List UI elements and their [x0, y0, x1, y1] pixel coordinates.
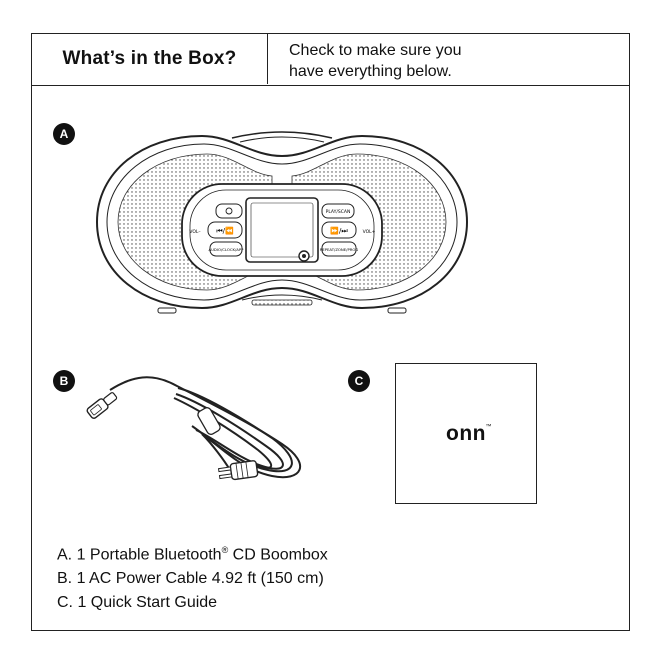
- play-scan-label: PLAY/SCAN: [325, 210, 351, 215]
- left-foot: [158, 308, 176, 313]
- cable-plug: [218, 460, 258, 481]
- prev-label: ⏮/⏪: [216, 227, 234, 235]
- list-item-c: C. 1 Quick Start Guide: [57, 594, 218, 612]
- badge-b: B: [53, 370, 75, 392]
- right-foot: [388, 308, 406, 313]
- next-label: ⏩/⏭: [330, 227, 348, 235]
- badge-a: A: [53, 123, 75, 145]
- header-title: What’s in the Box?: [32, 34, 268, 84]
- quick-start-guide-illustration: [395, 363, 537, 504]
- boombox-illustration: [82, 122, 482, 322]
- power-button: [216, 204, 242, 218]
- onn-logo-mark: ™: [485, 423, 492, 430]
- contents-list: [57, 538, 328, 615]
- list-item-b: B. 1 AC Power Cable 4.92 ft (150 cm): [57, 570, 324, 588]
- header-note-line-2: have everything below.: [289, 63, 452, 80]
- repeat-label: REPEAT/ZONE/PROG: [319, 247, 359, 252]
- item-a-text: A. 1 Portable Bluetooth: [57, 546, 222, 564]
- item-a-text-end: CD Boombox: [228, 546, 328, 564]
- list-item-a: [57, 538, 328, 567]
- vol-plus-label: VOL+: [362, 230, 376, 235]
- vol-minus-label: VOL–: [189, 230, 201, 235]
- header-row: [32, 34, 629, 86]
- header-note-line-1: Check to make sure you: [289, 42, 462, 59]
- onn-logo: [446, 421, 492, 446]
- whats-in-the-box-panel: [31, 33, 630, 631]
- header-note: [289, 40, 462, 82]
- cable-connector: [86, 390, 119, 419]
- badge-c: C: [348, 370, 370, 392]
- power-cable-illustration: [82, 364, 322, 484]
- onn-logo-text: onn: [446, 421, 486, 445]
- audio-label: AUDIO/CLOCK/APP: [208, 247, 244, 252]
- registered-mark: ®: [221, 545, 229, 555]
